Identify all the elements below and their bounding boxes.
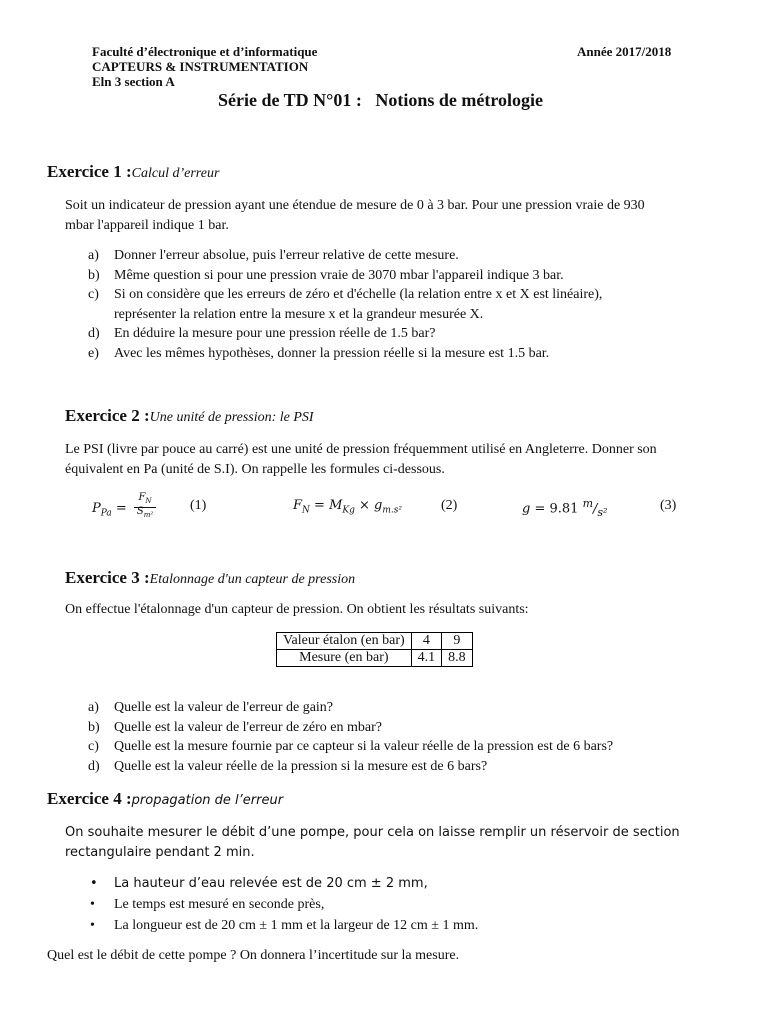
question-item: [88, 344, 748, 364]
formula-3-index: 3: [664, 498, 672, 513]
exercise-3-subtitle: Etalonnage d'un capteur de pression: [149, 572, 356, 587]
exercise-3-intro: On effectue l'étalonnage d'un capteur de pression. On obtient les résultats suivants:: [65, 602, 529, 617]
course-name: CAPTEURS & INSTRUMENTATION: [92, 59, 309, 74]
exercise-1-intro-line: mbar l'appareil indique 1 bar.: [65, 217, 229, 233]
question-item: [88, 285, 748, 324]
question-text: Quelle est la mesure fournie par ce capteur si la valeur réelle de la pression est de 6 bars?: [114, 739, 614, 754]
table-cell: 9: [442, 633, 473, 650]
calibration-table: [276, 632, 473, 667]
table-row: [277, 650, 473, 667]
bullet-text: La longueur est de 20 cm ± 1 mm et la largeur de 12 cm ± 1 mm.: [114, 918, 479, 933]
exercise-2-intro: [65, 440, 657, 479]
exercise-4-intro-line: rectangulaire pendant 2 min.: [65, 844, 255, 860]
question-text: Même question si pour une pression vraie de 3070 mbar l'appareil indique 3 bar.: [114, 267, 564, 283]
exercise-4-heading: [47, 789, 283, 809]
exercise-2-label: Exercice 2 :: [65, 406, 150, 425]
exercise-4-question: Quel est le débit de cette pompe ? On donnera l’incertitude sur la mesure.: [47, 948, 460, 963]
table-cell: Mesure (en bar): [277, 650, 412, 667]
question-label: a): [88, 248, 99, 263]
question-item: [88, 718, 748, 738]
table-cell: 4: [411, 633, 442, 650]
exercise-1-intro: [65, 196, 645, 235]
bullet-item: [90, 894, 730, 915]
table-cell: 8.8: [442, 650, 473, 667]
page-title: Série de TD N°01 : Notions de métrologie: [218, 90, 543, 110]
bullet-dot: •: [90, 876, 98, 891]
question-text: Avec les mêmes hypothèses, donner la pression réelle si la mesure est 1.5 bar.: [114, 345, 550, 361]
exercise-2-intro-line: Le PSI (livre par pouce au carré) est une unité de pression fréquemment utilisé en Angleterre. Donner son: [65, 442, 657, 457]
formula-1-number: (1): [190, 498, 207, 513]
formula-1-index: 1: [194, 498, 202, 513]
question-label: c): [88, 287, 99, 302]
exercise-4-bullets: [90, 873, 730, 936]
bullet-dot: •: [90, 897, 95, 912]
exercise-3-heading: [65, 568, 355, 588]
formula-2-index: 2: [445, 498, 453, 513]
question-text-cont: représenter la relation entre la mesure x et la grandeur mesurée X.: [114, 306, 484, 322]
question-label: c): [88, 739, 99, 754]
question-label: e): [88, 345, 99, 361]
table-cell: 4.1: [411, 650, 442, 667]
question-item: [88, 757, 748, 777]
question-text: Quelle est la valeur de l'erreur de zéro en mbar?: [114, 719, 382, 735]
bullet-item: [90, 873, 730, 894]
table-row: [277, 633, 473, 650]
faculty-name: Faculté d’électronique et d’informatique: [92, 44, 318, 59]
exercise-2-subtitle: Une unité de pression: le PSI: [149, 410, 314, 425]
exercise-4-subtitle: propagation de l’erreur: [131, 793, 284, 808]
exercise-4-label: Exercice 4 :: [47, 789, 132, 808]
formula-3-number: (3): [660, 498, 677, 513]
question-label: a): [88, 700, 99, 715]
question-label: d): [88, 326, 100, 341]
exercise-4-intro-line: On souhaite mesurer le débit d’une pompe, pour cela on laisse remplir un réservoir de section: [65, 825, 680, 840]
bullet-item: [90, 915, 730, 936]
formula-force: $F_N = M_{Kg} \times g_{m.s^2}$: [293, 498, 402, 516]
class-section: Eln 3 section A: [92, 74, 175, 89]
exercise-1-heading: [47, 162, 219, 182]
exercise-1-intro-line: Soit un indicateur de pression ayant une étendue de mesure de 0 à 3 bar. Pour une pression vraie de 930: [65, 198, 645, 213]
gravity-value: 9.81: [549, 501, 579, 517]
question-text: Quelle est la valeur de l'erreur de gain?: [114, 700, 334, 715]
question-text: Quelle est la valeur réelle de la pression si la mesure est de 6 bars?: [114, 758, 488, 774]
exercise-4-intro: [65, 823, 680, 862]
exercise-2-intro-line: équivalent en Pa (unité de S.I). On rappelle les formules ci-dessous.: [65, 461, 445, 477]
exercise-1-subtitle: Calcul d’erreur: [131, 166, 220, 181]
exercise-3-questions: [88, 698, 748, 776]
question-item: [88, 698, 748, 718]
question-label: d): [88, 758, 100, 774]
exercise-1-questions: [88, 246, 748, 363]
question-item: [88, 266, 748, 286]
formula-gravity: g = 9.81 $^m/_{s^2}$: [522, 497, 608, 519]
question-text: Si on considère que les erreurs de zéro et d'échelle (la relation entre x et X est linéaire),: [114, 287, 603, 302]
formula-2-number: (2): [441, 498, 458, 513]
bullet-dot: •: [90, 918, 95, 933]
question-text: Donner l'erreur absolue, puis l'erreur relative de cette mesure.: [114, 248, 459, 263]
academic-year: Année 2017/2018: [577, 44, 672, 59]
question-text: En déduire la mesure pour une pression réelle de 1.5 bar?: [114, 326, 436, 341]
question-item: [88, 324, 748, 344]
exercise-2-heading: [65, 406, 314, 426]
question-label: b): [88, 719, 100, 735]
exercise-3-label: Exercice 3 :: [65, 568, 150, 587]
question-item: [88, 246, 748, 266]
bullet-text: Le temps est mesuré en seconde près,: [114, 897, 325, 912]
table-cell: Valeur étalon (en bar): [277, 633, 412, 650]
exercise-1-label: Exercice 1 :: [47, 162, 132, 181]
question-item: [88, 737, 748, 757]
question-label: b): [88, 267, 100, 283]
bullet-text: La hauteur d’eau relevée est de 20 cm ± 2 mm,: [114, 876, 428, 891]
